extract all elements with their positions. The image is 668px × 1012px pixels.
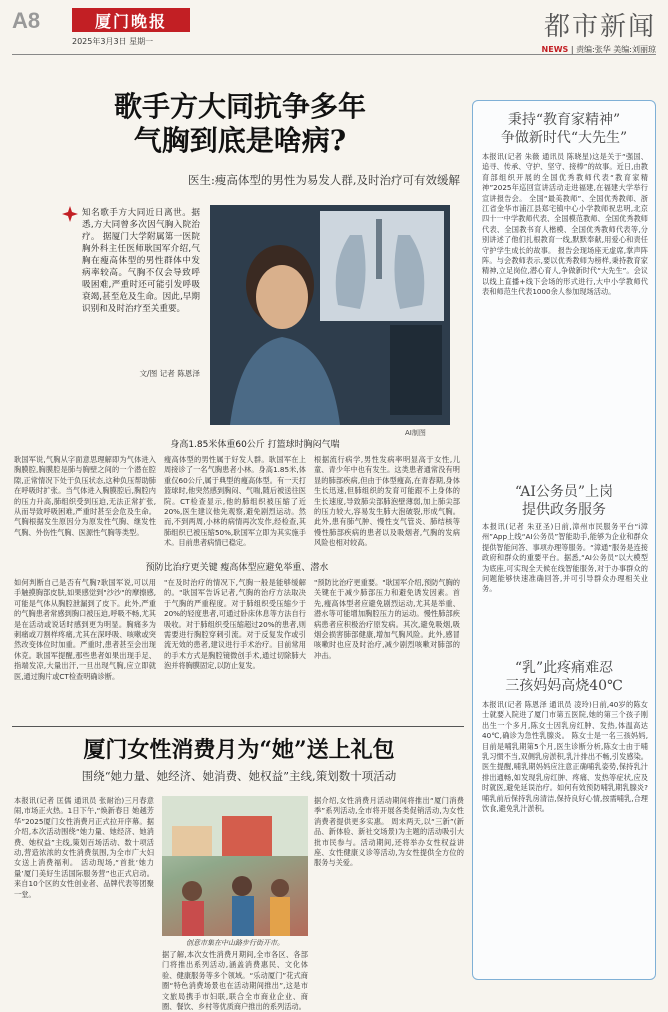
section-divider (12, 726, 464, 727)
brief1-title-line2: 争做新时代“大先生” (500, 130, 628, 146)
lead-title-line1: 歌手方大同抗争多年 (113, 90, 366, 123)
brief1-title-line1: 秉持“教育家精神” (507, 112, 621, 128)
brief2-body: 本报讯(记者 朱亚圣)日前,漳州市民服务平台“i漳州”App上线“AI公务员”智能助手,能够为企业和群众提供智能问答、事项办理等服务。“漳通”服务是连接政府和群众的重要平台。据悉,“AI公务员”以大模型为底座,可实现全天候在线智能服务,对于办事群众的问题能够快速准确回答,并可引导群众办理相关业务。 (482, 522, 648, 594)
newspaper-logo: 厦门晚报 (72, 8, 190, 32)
section-title: 都市新闻 (543, 12, 656, 42)
bottom-title: 厦门女性消费月为“她”送上礼包 (83, 737, 395, 763)
lead-mid-col-1: 如何判断自己是否有气胸?耿国军说,可以用手触摸胸部皮肤,如果感觉到"沙沙"的摩擦感,可能是气体从胸腔泄漏到了皮下。此外,严重的气胸患者常感到胸口被压迫,呼吸不畅,尤其是在活动或说话时感到更为明显。胸痛多为刺痛或刀割样疼痛,尤其在深呼吸、咳嗽或突然改变体位时加重。严重时,患者甚至会出现休克。耿国军提醒,那些患者如果出现手足、指端发凉,大量出汗,一旦出现气胸,应立即就医,通过胸片或CT检查明确诊断。 (14, 578, 156, 681)
bottom-subtitle: 围绕“她力量、她经济、她消费、她权益”主线,策划数十项活动 (81, 769, 397, 783)
lead-col-1: 耿国军说,气胸从字面意思理解即为气体进入胸膜腔,胸膜腔是肺与胸壁之间的一个潜在腔隙,正常情况下处于负压状态,这种负压帮助肺在呼吸时扩张。当气体进入胸膜腔后,胸腔内的压力升高,肺组织受到压迫,无法正常扩张,从而导致呼吸困难,严重时甚至会危及生命。气胸根据发生原因分为原发性气胸、继发性气胸、外伤性气胸、医源性气胸等类型。 (14, 455, 156, 537)
lead-caption: 身高1.85米体重60公斤 打篮球时胸闷气喘 (170, 440, 340, 450)
lead-illustration (210, 205, 450, 425)
lead-col-3: 根据流行病学,男性发病率明显高于女性,儿童、青少年中也有发生。这类患者通常没有明显的肺部疾病,但由于体型瘦高,在青春期,身体生长迅速,但肺组织的发育可能跟不上身体的生长速度,导致肺尖部肺泡壁薄弱,加上肺尖部的压力较大,容易发生肺大泡破裂,形成气胸。此外,患有肺气肿、慢性支气管炎、肺结核等慢性肺部疾病的患者以及吸烟者,气胸的发病风险也相对较高。 (314, 455, 460, 548)
image-credit: AI制图 (405, 429, 426, 437)
page-number: A8 (12, 8, 41, 33)
bottom-col-2: 据了解,本次女性消费月期间,全市各区、各部门将推出系列活动,涵盖消费惠民、文化体验、健康服务等多个领域。“乐动厦门”花式商圈“特色消费场景也在活动期间推出”,这是市文旅局携手市妇联,联合全市商业企业、商圈、餐饮、乡村等优质商户推出的系列活动。 (162, 950, 308, 1012)
bottom-col-1: 本报讯(记者 匡儒 通讯员 张耐治)三月春意闹,市场正火热。1日下午,“焕新春日 她越芳华”2025厦门女性消费月正式拉开序幕。据介绍,本次活动围绕“她力量、她经济、她消费、她权益”主线,策划百场活动、数十项活动,营造浓浓的女性消费氛围,为全市广大妇女送上消费福利。 活动现场,“首批‘她力量’厦门美好生活国际服务营”也正式启动。来自10个区的女性创业者、品牌代表等团聚一堂。 (14, 796, 154, 899)
star-icon (62, 206, 78, 222)
lead-byline: 文/图 记者 陈恩泽 (139, 369, 200, 378)
lead-intro: 知名歌手方大同近日离世。据悉,方大同曾多次因气胸入院治疗。 据厦门大学附属第一医院胸外科主任医师耿国军介绍,气胸在瘦高体型的男性群体中发病率较高。气胸不仅会导致呼吸困难,严重时还可能引发呼吸衰竭,甚至危及生命。因此,早期识别和及时治疗至关重要。 (82, 208, 200, 314)
lead-mid-col-3: "预防比治疗更重要。"耿国军介绍,预防气胸的关键在于减少肺部压力和避免诱发因素。首先,瘦高体型者应避免剧烈运动,尤其是举重、潜水等可能增加胸腔压力的运动。慢性肺部疾病患者应积极治疗原发病。其次,避免吸烟,吸烟会损害肺部健康,增加气胸风险。此外,感冒咳嗽时也应及时治疗,减少剧烈咳嗽对肺部的冲击。 (314, 578, 460, 660)
brief3-title-line2: 三孩妈妈高烧40℃ (505, 678, 623, 694)
editor-names: | 责编:张华 美编:刘丽琼 (568, 45, 656, 54)
brief2-title-line1: “AI公务员”上岗 (514, 484, 614, 500)
news-label: NEWS (541, 45, 569, 54)
brief3-body: 本报讯(记者 陈恩泽 通讯员 凌玲)日前,40岁的陈女士就要入院进了厦门市第五医院,她的第三个孩子刚出生一个多月,陈女士因乳房红肿、发热,体温高达40℃,确诊为急性乳腺炎。 陈女士是一名三孩妈妈,目前是哺乳期第5个月,医生诊断分析,陈女士由于哺乳习惯不当,双侧乳房淤积,乳汁排出不畅,引发感染。医生提醒,哺乳期妈妈应注意正确哺乳姿势,保持乳汁排出通畅,如发现乳房红肿、疼痛、发热等症状,应及时就医,避免延误治疗。如何有效预防哺乳期乳腺炎?哺乳前后保持乳房清洁,保持良好心情,按需哺乳,合理饮食,避免乳汁淤积。 (482, 700, 648, 814)
lead-col-2: 瘦高体型的男性属于好发人群。耿国军在上周接诊了一名气胸患者小林。身高1.85米,体重仅60公斤,属于典型的瘦高体型。有一天打篮球时,他突然感到胸闷、气喘,随后被送往医院。CT检查显示,他的肺组织被压缩了近20%,医生建议他先观察,避免剧烈运动。然而,不到两周,小林的病情再次发作,经检查,其肺组织已被压缩50%,耿国军立即为其实施手术。目前患者病情已稳定。 (164, 455, 306, 548)
market-photo-caption: 创意市集在中山路步行街开市。 (186, 939, 284, 947)
brief3-title-line1: “乳”此疼痛难忍 (514, 660, 614, 676)
market-photo (162, 796, 308, 936)
lead-subtitle: 医生:瘦高体型的男性为易发人群,及时治疗可有效缓解 (187, 173, 460, 187)
bottom-col-3: 据介绍,女性消费月活动期间将推出“厦门消费季”系列活动,全市将开展各类促销活动,为女性消费者提供更多实惠。 周末两天,以“三新”(新品、新体验、新社交场景)为主题的活动吸引大批市民参与。活动期间,还将举办女性权益讲座、女性健康义诊等活动,为女性提供全方位的服务与关爱。 (314, 796, 464, 868)
issue-date: 2025年3月3日 星期一 (72, 37, 154, 46)
lead-mid-heading: 预防比治疗更关键 瘦高体型应避免举重、潜水 (145, 563, 329, 573)
masthead-rule (12, 54, 656, 55)
lead-mid-col-2: "在及时治疗的情况下,气胸一般是能够缓解的。"耿国军告诉记者,气胸的治疗方法取决于气胸的严重程度。对于肺组织受压缩少于20%的轻度患者,可通过卧床休息等方法自行吸收。对于肺组织受压缩超过20%的患者,则需要进行胸腔穿刺引流。对于反复发作或引流无效的患者,建议进行手术治疗。目前常用的手术方式是胸腔镜微创手术,通过切除肺大泡并将胸膜固定,以防止复发。 (164, 578, 306, 671)
brief1-body: 本报讯(记者 朱薇 通讯员 陈晓星)这是关于“强国、追寻、传承、守护、坚守、接棒”的故事。近日,由教育部组织开展的全国优秀教师代表“教育家精神”2025年巡回宣讲活动走进福建,在福建大学举行宣讲报告会。 全国“最美教师”、全国优秀教师、浙江省金华市浦江县郑宅镇中心小学教师祝忠明,北京四十一中学教师代表、全国模范教师、全国优秀教师代表、全国教书育人楷模、全国优秀教师代表等,分别讲述了他们扎根教育一线,默默奉献,用爱心和责任守护学生成长的故事。 报告会现场座无虚席,掌声阵阵。与会教师表示,要以优秀教师为榜样,秉持教育家精神,立足岗位,潜心育人,争做新时代“大先生”。会议以线上直播+线下会场的形式进行,大中小学教师代表和师范生代表1000余人参加现场活动。 (482, 152, 648, 297)
lead-title-line2: 气胸到底是啥病? (133, 124, 347, 157)
brief2-title-line2: 提供政务服务 (522, 502, 606, 518)
